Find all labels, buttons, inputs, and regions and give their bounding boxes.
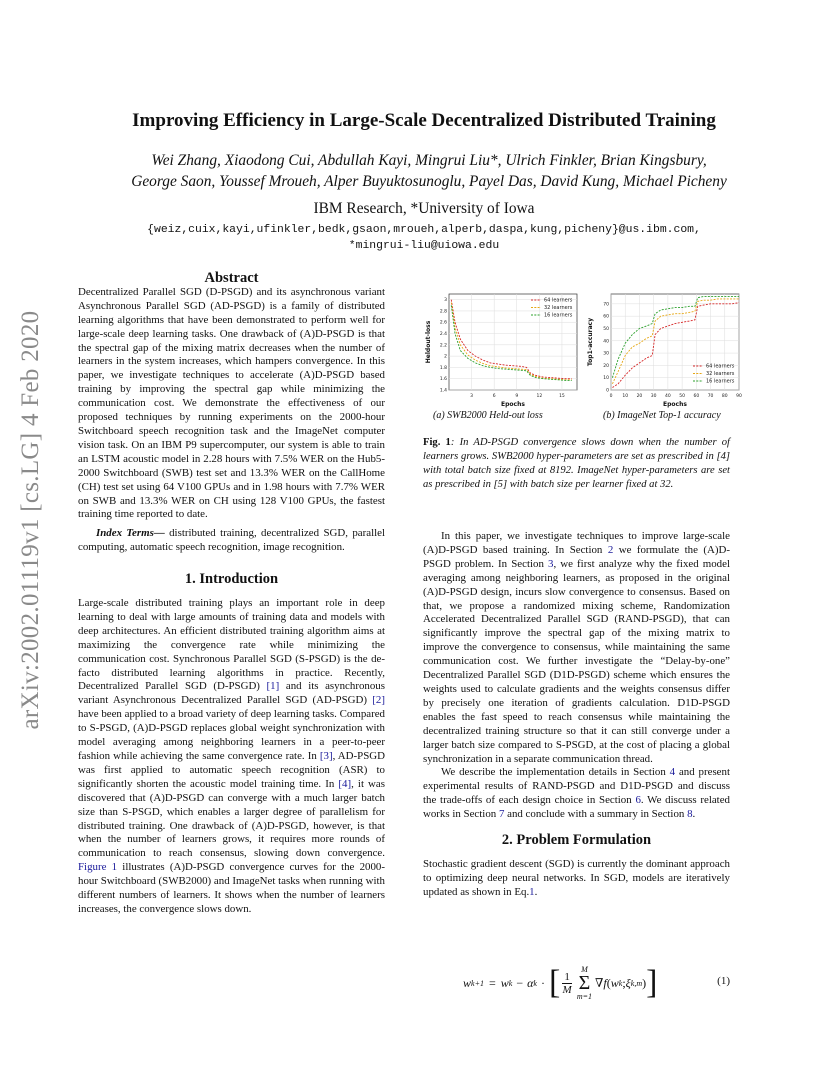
body-text: Stochastic gradient descent (SGD) is currently the dominant approach to optimizing deep neural networks. In SGD, models are iteratively updated as shown in Eq. [423, 857, 730, 898]
citation-link[interactable]: [2] [372, 694, 385, 707]
section-link[interactable]: 2 [607, 543, 614, 556]
body-text: In this paper, we investigate techniques to improve large-scale (A)D-PSGD based training. In Section [423, 530, 730, 556]
legend-label: 64 learners [544, 297, 573, 304]
x-tick-label: 12 [536, 394, 543, 399]
section2-heading: 2. Problem Formulation [501, 832, 652, 849]
body-text: We describe the implementation details in Section [441, 766, 670, 779]
legend-label: 64 learners [706, 363, 735, 370]
email-line-1: {weiz,cuix,kayi,ufinkler,bedk,gsaon,mroueh,alperb,daspa,kung,picheny}@us.ibm.com, [147, 224, 701, 236]
x-tick-label: 9 [515, 394, 519, 399]
x-tick-label: 6 [492, 394, 496, 399]
citation-link[interactable]: [1] [266, 680, 280, 693]
equation-1 [423, 958, 730, 1008]
paragraph-sections [423, 766, 730, 822]
citation-link[interactable]: [3] [319, 750, 333, 762]
authors-line-1: Wei Zhang, Xiaodong Cui, Abdullah Kayi, Mingrui Liu*, Ulrich Finkler, Brian Kingsbury, [151, 152, 707, 169]
figure-1 [423, 290, 743, 430]
authors-line-2: George Saon, Youssef Mroueh, Alper Buyuktosunoglu, Payel Das, David Kung, Michael Picheny [131, 173, 727, 190]
abstract-text: Decentralized Parallel SGD (D-PSGD) and its asynchronous variant Asynchronous Parallel SGD (AD-PSGD) is a family of distributed learning algorithms that have been demonstrated to perform well for large-scale deep learning tasks. One drawback of (A)D-PSGD is that the spectral gap of the mixing matrix decreases when the number of learners in the system increases, which hampers convergence. In this paper, we investigate techniques to accelerate (A)D-PSGD based training by improving the spectral gap while minimizing the communication cost. We demonstrate the effectiveness of our proposed techniques by running experiments on the 2000-hour Switchboard speech recognition task and the ImageNet computer vision task. On an IBM P9 supercomputer, our system is able to train an LSTM acoustic model in 2.28 hours with 7.5% WER on the Hub5-2000 Switchboard (SWB) test set and 13.3% WER on the CallHome (CH) test set using 64 V100 GPUs and in 1.98 hours with 7.7% WER on SWB and 13.3% WER on CH using 128 V100 GPUs, the fastest training time reported to date. [78, 285, 385, 521]
y-tick-label: 10 [603, 376, 609, 382]
y-tick-label: 30 [603, 351, 609, 357]
y-tick-label: 3 [444, 298, 447, 304]
intro-text: illustrates (A)D-PSGD convergence curves for the 2000-hour Switchboard (SWB2000) and ImageNet tasks when running with different numbers of learners. It shows when the number of learners increases, the convergence slows down. [78, 861, 385, 915]
legend-label: 16 learners [544, 312, 573, 319]
body-text: and present experimental results of RAND-PSGD and D1D-PSGD and discuss the trade-offs of each design choice in Section [423, 766, 730, 807]
y-tick-label: 1.8 [439, 365, 447, 371]
section-link[interactable]: 7 [498, 808, 505, 821]
intro-heading: 1. Introduction [184, 571, 279, 588]
y-tick-label: 20 [603, 363, 609, 369]
x-axis-label: Epochs [663, 401, 687, 408]
intro-text: , it was discovered that (A)D-PSGD can converge with a much larger batch size than S-PSGD, which enables a larger degree of parallelism for distributed training. One drawback of (A)D-PSGD, however, is that when the number of learners grows, it requires more rounds of communication to reach consensus, slowing down convergence. [78, 777, 385, 860]
legend-label: 16 learners [706, 378, 735, 385]
paragraph-sgd [423, 858, 730, 900]
chart-heldout-loss [423, 290, 581, 408]
x-tick-label: 20 [636, 394, 643, 399]
paragraph-outline [423, 530, 730, 766]
y-tick-label: 70 [603, 302, 609, 308]
index-terms-label: Index Terms— [96, 527, 165, 540]
body-text: we formulate the (A)D-PSGD problem. In Section [423, 543, 730, 570]
y-tick-label: 0 [606, 388, 609, 394]
equation-link[interactable]: 1 [529, 885, 535, 898]
index-terms-text: distributed training, decentralized SGD, parallel computing, automatic speech recognition, image recognition. [78, 527, 385, 554]
y-tick-label: 1.4 [439, 388, 447, 394]
y-tick-label: 2.2 [439, 343, 447, 349]
intro-text: Large-scale distributed training plays an important role in deep learning to deal with large amounts of training data and models with deep architectures. An efficient distributed training algorithm aims at maximizing the convergence rate while minimizing the communication cost. Synchronous Parallel SGD (S-PSGD) is the de-facto distributed learning algorithms in practice. Recently, Decentralized Parallel SGD (D-PSGD) [78, 597, 385, 693]
x-tick-label: 40 [665, 394, 671, 399]
subcaption-b: (b) ImageNet Top-1 accuracy [603, 410, 721, 421]
intro-text: have been applied to a broad variety of deep learning tasks. Compared to S-PSGD, (A)D-PSGD replaces global weight synchronization with model averaging among neighboring learners in a peer-to-peer fashion while achieving the same convergence rate. In [78, 708, 385, 762]
y-tick-label: 2.4 [439, 332, 447, 338]
legend-label: 32 learners [544, 305, 573, 312]
chart-top1-accuracy [585, 290, 743, 408]
section-link[interactable]: 8 [687, 808, 693, 821]
paper-title: Improving Efficiency in Large-Scale Decentralized Distributed Training [132, 110, 716, 131]
right-column [423, 530, 730, 900]
equation-body: w k+1 = w k − α k · [ $\frac{1}{M}$ M Σ m=1 ∇ f ( w k ; ξ k,m ) ] [463, 964, 658, 1001]
x-axis-label: Epochs [501, 401, 525, 408]
index-terms [78, 527, 385, 555]
y-tick-label: 2.6 [439, 320, 447, 326]
citation-link[interactable]: [4] [338, 777, 352, 790]
body-text: . We discuss related works in Section [423, 794, 730, 821]
x-tick-label: 30 [650, 394, 657, 399]
x-tick-label: 80 [721, 394, 728, 399]
figure-caption-text: : In AD-PSGD convergence slows down when the number of learners grows. SWB2000 hyper-parameters are set as prescribed in [4] with total batch size fixed at 8192. ImageNet hyper-parameters are set as prescribed in [5] with batch size per learner fixed at 32. [423, 437, 731, 490]
section-link[interactable]: 4 [669, 766, 676, 779]
email-block [60, 222, 788, 254]
arxiv-stamp [6, 290, 56, 750]
y-axis-label: Top1-accuracy [587, 317, 594, 367]
y-tick-label: 60 [603, 314, 609, 320]
y-tick-label: 2 [444, 354, 447, 360]
x-tick-label: 90 [736, 394, 742, 399]
y-tick-label: 2.8 [439, 309, 447, 315]
x-tick-label: 3 [470, 394, 474, 399]
section-link[interactable]: 3 [547, 557, 554, 570]
equation-number: (1) [717, 975, 730, 987]
left-column [78, 272, 385, 917]
x-tick-label: 0 [609, 394, 613, 399]
x-tick-label: 70 [707, 394, 714, 399]
x-tick-label: 60 [693, 394, 700, 399]
subcaption-a: (a) SWB2000 Held-out loss [433, 410, 543, 421]
section-link[interactable]: 6 [635, 794, 641, 807]
arxiv-stamp-text: arXiv:2002.01119v1 [cs.LG] 4 Feb 2020 [17, 310, 44, 730]
intro-text: and its asynchronous variant Asynchronous Decentralized Parallel SGD (AD-PSGD) [78, 680, 385, 707]
email-line-2: *mingrui-liu@uiowa.edu [348, 240, 500, 252]
intro-paragraph [78, 597, 385, 917]
legend-label: 32 learners [706, 371, 735, 378]
x-tick-label: 10 [622, 394, 629, 399]
affiliation: IBM Research, *University of Iowa [313, 200, 535, 217]
body-text: , we first analyze why the fixed model averaging among neighboring learners, as proposed in the original (A)D-PSGD design, incurs slow convergence to consensus. Based on that, we propose a randomized mixing scheme, Randomization Accelerated Decentralized Parallel SGD (RAND-PSGD), that can significantly improve the spectral gap of the mixing matrix to improve the convergence to consensus, while maintaining the same communication cost. We further investigate the “Delay-by-one” Decentralized Parallel SGD (D1D-PSGD) scheme which ensures the weights used to calculate gradients and the weights consensus differ by precisely one iteration of gradients calculation. D1D-PSGD enables the fast speed to reach consensus while maintaining the decentralized training structure so that it can still converge under a larger batch size compared to S-PSGD, at the cost of placing a global synchronization in a separate communication thread. [423, 557, 730, 765]
body-text: . [692, 808, 696, 821]
body-text: and conclude with a summary in Section [504, 808, 688, 821]
y-tick-label: 1.6 [439, 377, 447, 383]
author-list [70, 150, 788, 192]
figure-link[interactable]: Figure 1 [78, 861, 118, 874]
x-tick-label: 50 [679, 394, 685, 399]
y-tick-label: 50 [603, 326, 609, 332]
y-axis-label: Heldout-loss [425, 320, 432, 364]
figure-caption-label: Fig. 1 [423, 437, 451, 448]
abstract-heading: Abstract [204, 270, 259, 286]
x-tick-label: 15 [559, 394, 565, 399]
body-text: . [534, 885, 538, 898]
intro-text: , AD-PSGD was first applied to automatic speech recognition (ASR) to significantly shorten the acoustic model training time. In [78, 750, 385, 790]
figure-caption [423, 436, 730, 492]
y-tick-label: 40 [603, 339, 609, 345]
